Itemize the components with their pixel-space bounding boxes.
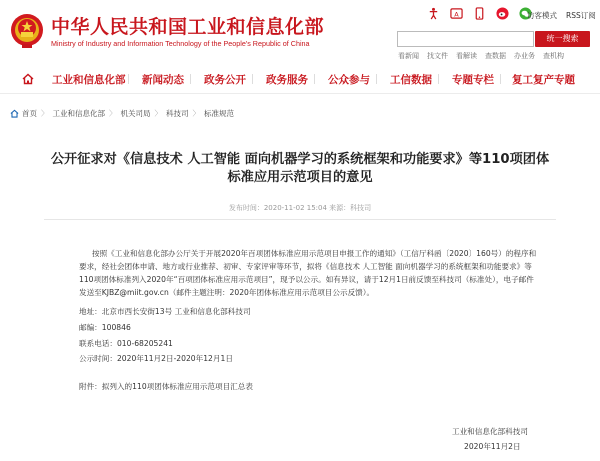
breadcrumb-item-standards[interactable]: 标准规范 [204, 108, 234, 118]
nav-item-news[interactable]: 新闻动态 [142, 74, 184, 86]
site-subtitle: Ministry of Industry and Information Technology of the People's Republic of China [51, 39, 310, 48]
quick-link-interpretation[interactable]: 看解读 [456, 52, 477, 60]
breadcrumb-home-icon [10, 109, 19, 118]
nav-item-resumption-topic[interactable]: 复工复产专题 [512, 74, 575, 86]
article-meta: 发布时间：2020-11-02 15:04 来源：科技司 [228, 204, 372, 212]
accessibility-icon[interactable] [427, 7, 440, 20]
svg-text:A: A [454, 10, 459, 19]
quick-links [398, 51, 572, 61]
main-nav [0, 64, 600, 94]
signature-date: 2020年11月2日 [464, 442, 521, 451]
quick-link-agencies[interactable]: 查机构 [543, 52, 564, 60]
breadcrumb-separator: 〉 [109, 108, 117, 118]
breadcrumb-item-science-tech[interactable]: 科技司 [166, 108, 189, 118]
contact-phone: 联系电话：010-68205241 [79, 339, 173, 348]
search-button[interactable]: 统一搜索 [535, 31, 590, 47]
nav-item-public-affairs[interactable]: 政务公开 [204, 74, 246, 86]
nav-divider [314, 74, 315, 84]
home-icon[interactable] [22, 73, 34, 85]
visitor-mode-link[interactable]: 访客模式 [527, 11, 557, 20]
national-emblem-icon[interactable] [9, 12, 45, 50]
signature: 工业和信息化部科技司 [452, 427, 528, 436]
mobile-icon[interactable] [473, 7, 486, 20]
nav-divider [438, 74, 439, 84]
nav-item-data[interactable]: 工信数据 [390, 74, 432, 86]
breadcrumb-separator: 〉 [41, 108, 49, 118]
quick-link-files[interactable]: 找文件 [427, 52, 448, 60]
breadcrumb [10, 106, 234, 120]
breadcrumb-separator: 〉 [154, 108, 162, 118]
nav-divider [376, 74, 377, 84]
nav-divider [190, 74, 191, 84]
quick-link-services[interactable]: 办业务 [514, 52, 535, 60]
attachment-link[interactable]: 附件：拟列入的110项团体标准应用示范项目汇总表 [79, 382, 253, 391]
publicity-period: 公示时间：2020年11月2日-2020年12月1日 [79, 354, 233, 363]
site-header [0, 0, 600, 64]
breadcrumb-item-home[interactable]: 首页 [22, 108, 37, 118]
nav-item-ministry[interactable]: 工业和信息化部 [52, 74, 126, 86]
article-body-paragraph: 按照《工业和信息化部办公厅关于开展2020年百项团体标准应用示范项目申报工作的通知》（工信厅科函〔2020〕160号）的程序和要求，经社会团体申请、地方或行业推荐、初审、专家评审等环节，拟将《信息技术 人工智能 面向机器学习的系统框架和功能要求》等110项团体标准列入2020年“百项团体标准应用示范项目”，现予以公示。如有异议，请于12月1日前反馈至科技司（标准处），电子邮件发送至KJBZ@miit.gov.cn（邮件主题注明：2020年团体标准应用示范项目公示反馈）。 [79, 249, 537, 297]
nav-item-participation[interactable]: 公众参与 [328, 74, 370, 86]
nav-divider [128, 74, 129, 84]
breadcrumb-item-departments[interactable]: 机关司局 [120, 108, 151, 118]
quick-link-news[interactable]: 看新闻 [398, 52, 419, 60]
site-title[interactable]: 中华人民共和国工业和信息化部 [51, 16, 325, 38]
breadcrumb-item-ministry[interactable]: 工业和信息化部 [52, 108, 105, 118]
search-input[interactable] [397, 31, 534, 47]
breadcrumb-separator: 〉 [192, 108, 200, 118]
weibo-icon[interactable] [496, 7, 509, 20]
contact-address: 地址：北京市西长安街13号 工业和信息化部科技司 [79, 307, 251, 316]
quick-link-data[interactable]: 查数据 [485, 52, 506, 60]
nav-item-services[interactable]: 政务服务 [266, 74, 308, 86]
contact-postcode: 邮编：100846 [79, 323, 131, 332]
article-title-line-1: 公开征求对《信息技术 人工智能 面向机器学习的系统框架和功能要求》等110项团体 [50, 152, 550, 167]
article-divider [44, 219, 556, 220]
article-title-line-2: 标准应用示范项目的意见 [227, 170, 373, 185]
nav-divider [500, 74, 501, 84]
top-utility-icons [427, 7, 542, 20]
nav-item-topics[interactable]: 专题专栏 [452, 74, 494, 86]
elder-mode-icon[interactable] [450, 7, 463, 20]
nav-divider [252, 74, 253, 84]
rss-link[interactable]: RSS订阅 [566, 11, 596, 20]
